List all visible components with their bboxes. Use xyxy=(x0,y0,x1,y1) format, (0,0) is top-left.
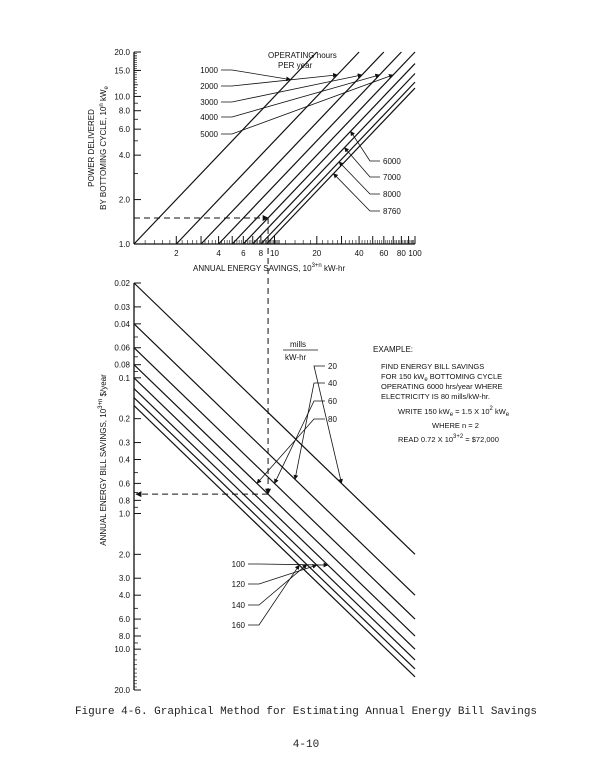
mills-line-40 xyxy=(134,324,415,595)
hours-line-1000 xyxy=(134,52,317,244)
example-line-6: WHERE n = 2 xyxy=(432,421,479,430)
upper-x-tick-label: 6 xyxy=(241,249,246,258)
hours-leader-1000 xyxy=(221,70,291,80)
upper-x-ticks xyxy=(134,236,422,258)
mills-label-100: 100 xyxy=(231,560,245,569)
lower-y-tick-label: 0.02 xyxy=(114,279,130,288)
hours-label-3000: 3000 xyxy=(200,98,218,107)
hours-line-4000 xyxy=(219,52,402,244)
mills-line-160 xyxy=(134,406,415,677)
hours-label-6000: 6000 xyxy=(383,157,401,166)
page-number: 4-10 xyxy=(292,739,320,751)
lower-y-tick-label: 0.1 xyxy=(118,373,130,383)
upper-y-tick-label: 20.0 xyxy=(114,48,130,57)
example-title: EXAMPLE: xyxy=(373,345,414,354)
lower-y-tick-label: 0.04 xyxy=(114,319,130,329)
upper-x-tick-label: 4 xyxy=(216,249,221,258)
upper-y-title-1: POWER DELIVERED xyxy=(87,109,96,187)
upper-x-tick-label: 40 xyxy=(354,249,364,258)
upper-legend-title-2: PER year xyxy=(278,61,313,70)
upper-x-tick-label: 80 xyxy=(396,249,406,258)
example-line-3: OPERATING 6000 hrs/year WHERE xyxy=(381,382,503,391)
mills-leader-120 xyxy=(248,565,317,584)
mills-label-140: 140 xyxy=(231,601,245,610)
lower-y-tick-label: 0.8 xyxy=(118,496,130,506)
lower-y-title: ANNUAL ENERGY BILL SAVINGS, $10^{3+n}$ $/year xyxy=(98,374,108,546)
lower-y-tick-label: 0.03 xyxy=(114,302,130,312)
savings-chart xyxy=(98,279,415,695)
mills-legend-top: mills xyxy=(290,340,306,349)
hours-leader-8000 xyxy=(339,162,380,194)
upper-y-tick-label: 6.0 xyxy=(118,125,130,135)
mills-leader-60 xyxy=(275,401,326,483)
hours-label-2000: 2000 xyxy=(200,82,218,91)
hours-label-8000: 8000 xyxy=(383,190,401,199)
example-line-4: ELECTRICITY IS 80 mills/kW-hr. xyxy=(381,392,490,401)
upper-y-tick-label: 1.0 xyxy=(118,240,130,249)
upper-y-ticks xyxy=(114,48,141,249)
mills-label-120: 120 xyxy=(231,580,245,589)
mills-lines xyxy=(134,283,415,677)
mills-leader-80 xyxy=(257,419,325,483)
lower-y-tick-label: 0.06 xyxy=(114,343,130,353)
upper-y-tick-label: 10.0 xyxy=(114,92,130,102)
hours-label-1000: 1000 xyxy=(200,66,218,75)
mills-leader-140 xyxy=(248,565,307,605)
mills-label-80: 80 xyxy=(328,415,337,424)
power-chart xyxy=(87,48,422,273)
lower-y-tick-label: 0.6 xyxy=(118,479,130,489)
hours-label-4000: 4000 xyxy=(200,113,218,122)
mills-line-80 xyxy=(134,365,415,636)
lower-y-tick-label: 8.0 xyxy=(118,632,130,642)
example-line-2: FOR 150 $kW_e$ BOTTOMING CYCLE xyxy=(381,372,503,383)
mills-label-160: 160 xyxy=(231,621,245,630)
lower-y-tick-label: 0.2 xyxy=(118,414,130,424)
upper-x-tick-label: 2 xyxy=(174,249,179,258)
hours-leader-2000 xyxy=(221,75,337,86)
hours-line-6000 xyxy=(243,64,415,244)
hours-leader-8760 xyxy=(333,174,380,211)
upper-y-tick-label: 15.0 xyxy=(114,66,130,76)
lower-y-tick-label: 1.0 xyxy=(118,509,130,519)
lower-y-tick-label: 2.0 xyxy=(118,550,130,560)
hours-label-7000: 7000 xyxy=(383,173,401,182)
upper-legend-title-1: OPERATING hours xyxy=(268,51,337,60)
upper-x-tick-label: 8 xyxy=(258,249,264,258)
upper-x-tick-label: 60 xyxy=(379,249,389,258)
figure-caption: Figure 4-6. Graphical Method for Estimating Annual Energy Bill Savings xyxy=(74,706,538,718)
mills-legend-bottom: kW-hr xyxy=(285,353,307,362)
lower-y-tick-label: 10.0 xyxy=(114,645,130,655)
lower-y-tick-label: 3.0 xyxy=(118,574,130,584)
mills-label-60: 60 xyxy=(328,397,337,406)
lower-y-ticks xyxy=(114,279,141,695)
lower-y-tick-label: 20.0 xyxy=(114,686,130,695)
example-line-1: FIND ENERGY BILL SAVINGS xyxy=(381,362,485,371)
example-line-7: READ 0.72 X $10^{3+2}$ = $72,000 xyxy=(398,434,499,444)
mills-label-40: 40 xyxy=(328,379,337,388)
upper-y-title-2: BY BOTTOMING CYCLE, 10$^n$ $kW_e$ xyxy=(99,86,110,210)
upper-x-tick-label: 20 xyxy=(312,249,322,258)
hours-line-3000 xyxy=(201,52,384,244)
hours-label-8760: 8760 xyxy=(383,207,401,216)
lower-y-tick-label: 4.0 xyxy=(118,591,130,601)
example-line-5: WRITE 150 $kW_e = 1.5$ X $10^2$ $kW_e$ xyxy=(398,406,510,418)
mills-line-140 xyxy=(134,398,415,669)
mills-label-20: 20 xyxy=(328,362,337,371)
upper-y-tick-label: 4.0 xyxy=(118,151,130,161)
mills-leader-160 xyxy=(248,565,299,625)
lower-y-tick-label: 0.4 xyxy=(118,455,130,465)
upper-y-tick-label: 8.0 xyxy=(118,106,130,116)
upper-y-tick-label: 2.0 xyxy=(118,195,130,205)
hours-label-5000: 5000 xyxy=(200,130,218,139)
hours-lines xyxy=(134,52,415,244)
lower-y-tick-label: 0.3 xyxy=(118,438,130,448)
mills-line-120 xyxy=(134,389,415,660)
example-box xyxy=(373,345,510,444)
hours-line-8760 xyxy=(266,88,415,244)
upper-x-title: ANNUAL ENERGY SAVINGS, $10^{3+n}$ kW-hr xyxy=(193,263,346,273)
lower-y-tick-label: 0.08 xyxy=(114,360,130,370)
upper-x-tick-label: 10 xyxy=(270,249,279,258)
lower-y-tick-label: 6.0 xyxy=(118,615,130,625)
upper-x-tick-label: 100 xyxy=(408,249,422,258)
